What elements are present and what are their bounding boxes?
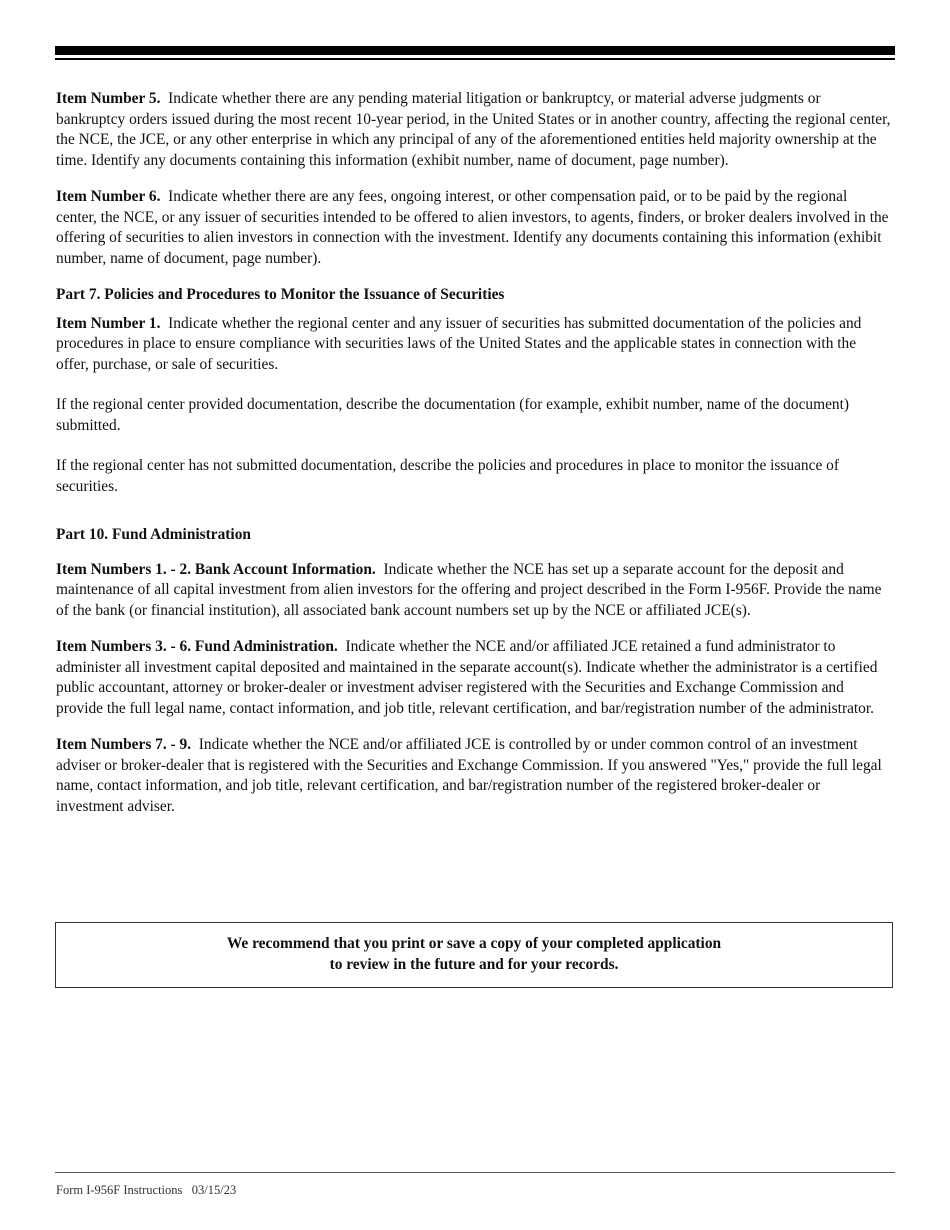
part-7-item-1-paragraph bbox=[56, 314, 891, 376]
item-5-paragraph bbox=[56, 89, 891, 171]
part-7-provided-paragraph: If the regional center provided documentation, describe the documentation (for example, exhibit number, name of the document) submitted. bbox=[56, 396, 850, 434]
instructions-body bbox=[56, 89, 891, 817]
part-10-items-1-2-heading: Item Numbers 1. - 2. Bank Account Information. bbox=[56, 560, 376, 578]
item-5-text: Indicate whether there are any pending material litigation or bankruptcy, or material adverse judgments or bankruptcy orders issued during the most recent 10-year period, in the United States or in another country, affecting the regional center, the NCE, the JCE, or any other enterprise in which any principal of any of the aforementioned entities held majority ownership at the time. Identify any documents containing this information (exhibit number, name of document, page number). bbox=[56, 90, 891, 169]
part-10-items-3-6-heading: Item Numbers 3. - 6. Fund Administration. bbox=[56, 638, 338, 655]
records-notice-line-1: We recommend that you print or save a copy of your completed application bbox=[226, 935, 722, 952]
part-10-items-7-9-paragraph bbox=[56, 735, 891, 817]
part-10-items-3-6-text: Indicate whether the NCE and/or affiliated JCE retained a fund administrator to administer all investment capital deposited and maintained in the separate account(s). Indicate whether the administrator is a certified public accountant, attorney or broker-dealer or investment adviser registered with the Securities and Exchange Commission and provide the full legal name, contact information, and job title, relevant certification, and bar/registration number of the administrator. bbox=[56, 638, 878, 717]
part-10-items-1-2-paragraph bbox=[56, 560, 891, 622]
item-6-paragraph bbox=[56, 187, 891, 269]
part-10-items-7-9-text: Indicate whether the NCE and/or affiliated JCE is controlled by or under common control of an investment adviser or broker-dealer that is registered with the Securities and Exchange Commission. If you answered "Yes," provide the full legal name, contact information, and job title, relevant certification, and bar/registration number of the registered broker-dealer or investment adviser. bbox=[56, 736, 882, 815]
header-rule-thin bbox=[55, 58, 895, 60]
item-5-heading: Item Number 5. bbox=[56, 90, 161, 107]
part-7-item-1-text: Indicate whether the regional center and any issuer of securities has submitted documentation of the policies and procedures in place to ensure compliance with securities laws of the United States and the applicable states in connection with the offer, purchase, or sale of securities. bbox=[56, 314, 862, 373]
item-6-text: Indicate whether there are any fees, ongoing interest, or other compensation paid, or to be paid by the regional center, the NCE, or any issuer of securities intended to be offered to alien investors, to agents, finders, or broker dealers involved in the offering of securities to alien investors in connection with the investment. Identify any documents containing this information (exhibit number, name of document, page number). bbox=[56, 188, 889, 267]
item-6-heading: Item Number 6. bbox=[56, 188, 161, 205]
header-rule-thick bbox=[55, 46, 895, 55]
footer-rule bbox=[55, 1172, 895, 1173]
footer-form-id: Form I-956F Instructions 03/15/23 bbox=[56, 1183, 237, 1197]
part-7-not-submitted-paragraph: If the regional center has not submitted documentation, describe the policies and procedures in place to monitor the issuance of securities. bbox=[56, 457, 839, 495]
part-10-heading: Part 10. Fund Administration bbox=[56, 526, 251, 543]
records-notice-line-2: to review in the future and for your records. bbox=[329, 956, 619, 973]
records-notice-box bbox=[55, 922, 893, 988]
part-7-heading: Part 7. Policies and Procedures to Monitor the Issuance of Securities bbox=[56, 286, 505, 303]
part-10-items-1-2-text: Indicate whether the NCE has set up a separate account for the deposit and maintenance of all capital investment from alien investors for the offering and project described in the Form I-956F. Provide the name of the bank (or financial institution), all associated bank account numbers set up by the NCE or affiliated JCE(s). bbox=[56, 560, 882, 619]
part-10-items-3-6-paragraph bbox=[56, 637, 891, 719]
part-10-items-7-9-heading: Item Numbers 7. - 9. bbox=[56, 736, 192, 753]
part-7-item-1-heading: Item Number 1. bbox=[56, 314, 161, 332]
